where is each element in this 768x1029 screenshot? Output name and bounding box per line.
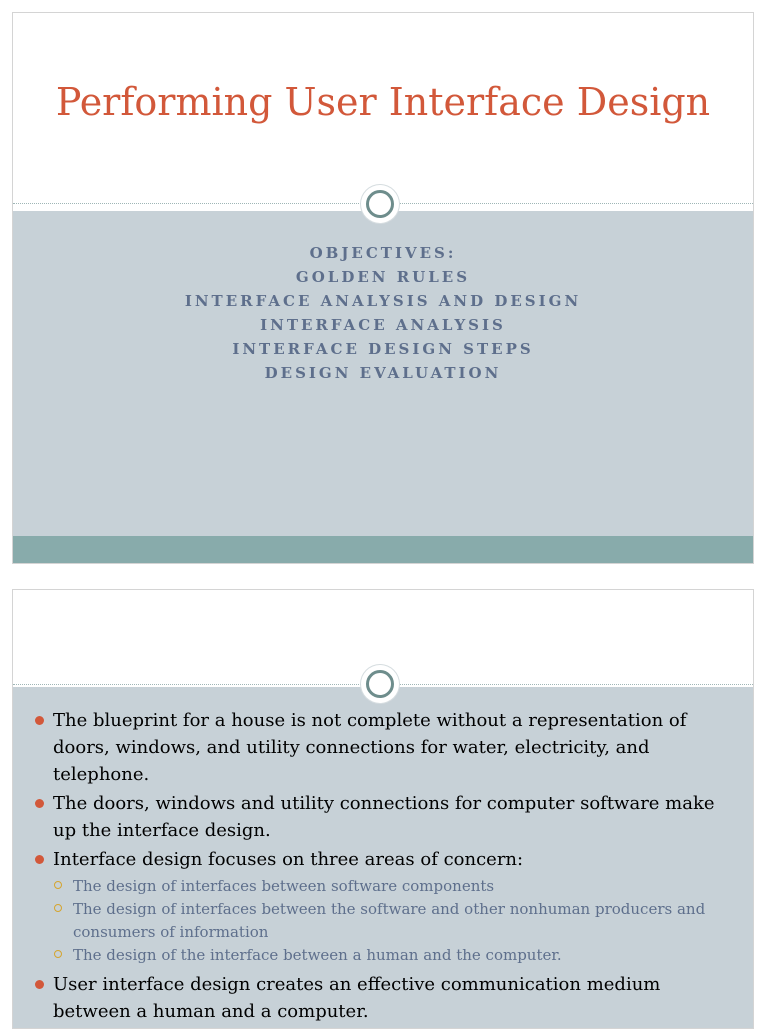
objective-item: DESIGN EVALUATION: [264, 364, 502, 382]
divider-ring-icon: [361, 665, 399, 703]
objectives-heading: OBJECTIVES:: [309, 244, 457, 262]
bullet-item: [35, 846, 733, 967]
ring-inner: [366, 670, 394, 698]
bullet-text: Interface design focuses on three areas of concern:: [53, 849, 524, 870]
objective-item: INTERFACE DESIGN STEPS: [232, 340, 534, 358]
bullet-item: [35, 790, 733, 844]
title-area: [13, 13, 753, 205]
objective-item: INTERFACE ANALYSIS: [260, 316, 506, 334]
objectives-list: [13, 241, 753, 385]
sub-bullet-list: [53, 875, 733, 967]
sub-bullet-item: The design of the interface between a human and the computer.: [53, 944, 733, 967]
bullet-item: [35, 707, 733, 788]
objective-item: GOLDEN RULES: [295, 268, 471, 286]
divider-ring-icon: [361, 185, 399, 223]
ring-inner: [366, 190, 394, 218]
bullet-item: [35, 971, 733, 1025]
sub-bullet-item: The design of interfaces between software components: [53, 875, 733, 898]
bullet-text: User interface design creates an effective communication medium between a human and a computer.: [53, 974, 661, 1022]
bullet-text: The blueprint for a house is not complete without a representation of doors, windows, and utility connections for water, electricity, and telephone.: [53, 710, 687, 785]
bullet-text: The doors, windows and utility connections for computer software make up the interface design.: [53, 793, 715, 841]
footer-band: [13, 536, 753, 564]
objective-item: INTERFACE ANALYSIS AND DESIGN: [184, 292, 582, 310]
slide-interface-design: [12, 589, 754, 1029]
sub-bullet-item: The design of interfaces between the software and other nonhuman producers and consumers of information: [53, 898, 733, 944]
slide-title-objectives: [12, 12, 754, 564]
bullet-list: [35, 707, 733, 1027]
page-title: Performing User Interface Design: [55, 80, 711, 124]
